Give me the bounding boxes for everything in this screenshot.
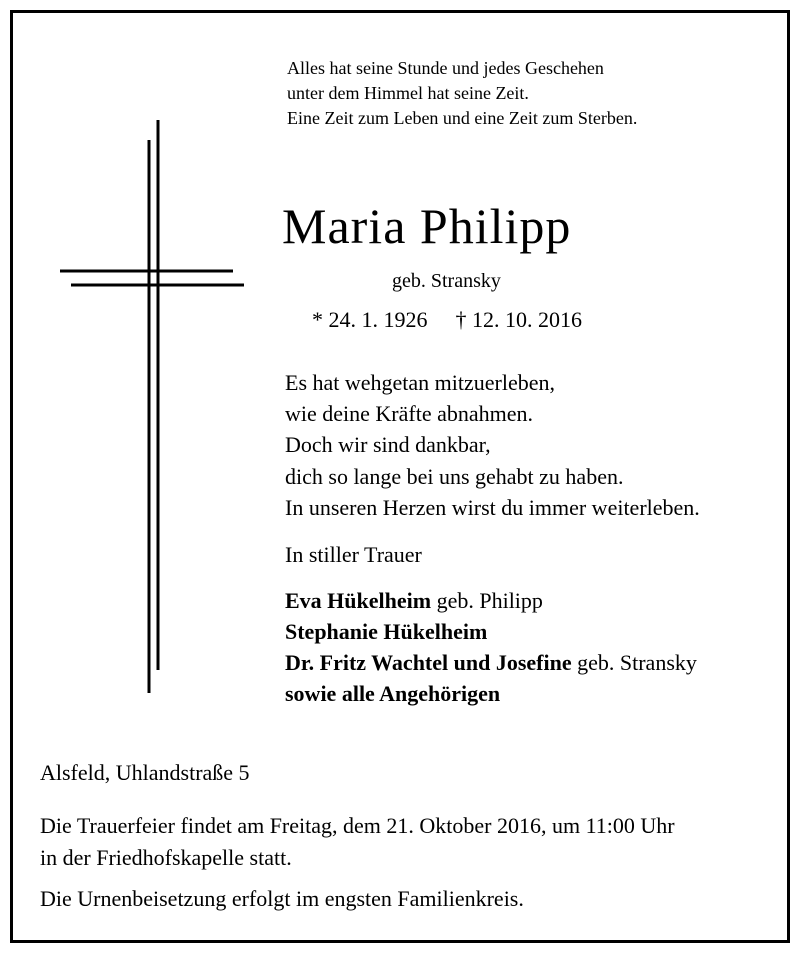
double-line-cross-icon <box>55 115 255 700</box>
mourner-entry <box>285 585 697 616</box>
address: Alsfeld, Uhlandstraße 5 <box>40 760 250 785</box>
mourning-intro: In stiller Trauer <box>285 542 422 567</box>
mourner-suffix: geb. Philipp <box>431 588 543 613</box>
birth-date: * 24. 1. 1926 <box>312 307 428 332</box>
mourner-entry <box>285 647 697 678</box>
mourner-entry <box>285 616 697 647</box>
mourners-list <box>285 585 697 709</box>
verse-line: Alles hat seine Stunde und jedes Geschehen <box>287 58 604 78</box>
birth-name: geb. Stransky <box>392 270 501 292</box>
poem-line: Doch wir sind dankbar, <box>285 432 491 458</box>
poem-line: dich so lange bei uns gehabt zu haben. <box>285 463 624 489</box>
verse-line: Eine Zeit zum Leben und eine Zeit zum Sterben. <box>287 108 638 128</box>
opening-verse <box>287 56 637 131</box>
ceremony-line: in der Friedhofskapelle statt. <box>40 845 292 870</box>
death-date: † 12. 10. 2016 <box>455 307 582 332</box>
mourner-name: sowie alle Angehörigen <box>285 681 501 706</box>
deceased-name: Maria Philipp <box>282 198 572 254</box>
ceremony-line: Die Trauerfeier findet am Freitag, dem 21. Oktober 2016, um 11:00 Uhr <box>40 813 675 838</box>
poem <box>285 367 700 523</box>
life-dates <box>312 306 582 334</box>
verse-line: unter dem Himmel hat seine Zeit. <box>287 83 529 103</box>
poem-line: In unseren Herzen wirst du immer weiterleben. <box>285 494 700 520</box>
mourner-name: Stephanie Hükelheim <box>285 619 488 644</box>
mourner-entry <box>285 678 697 709</box>
poem-line: Es hat wehgetan mitzuerleben, <box>285 370 556 395</box>
mourner-name: Dr. Fritz Wachtel und Josefine <box>285 650 572 675</box>
ceremony-info <box>40 810 675 874</box>
urn-note: Die Urnenbeisetzung erfolgt im engsten Familienkreis. <box>40 886 524 911</box>
mourner-suffix: geb. Stransky <box>571 650 697 675</box>
poem-line: wie deine Kräfte abnahmen. <box>285 401 533 427</box>
mourner-name: Eva Hükelheim <box>285 588 432 613</box>
